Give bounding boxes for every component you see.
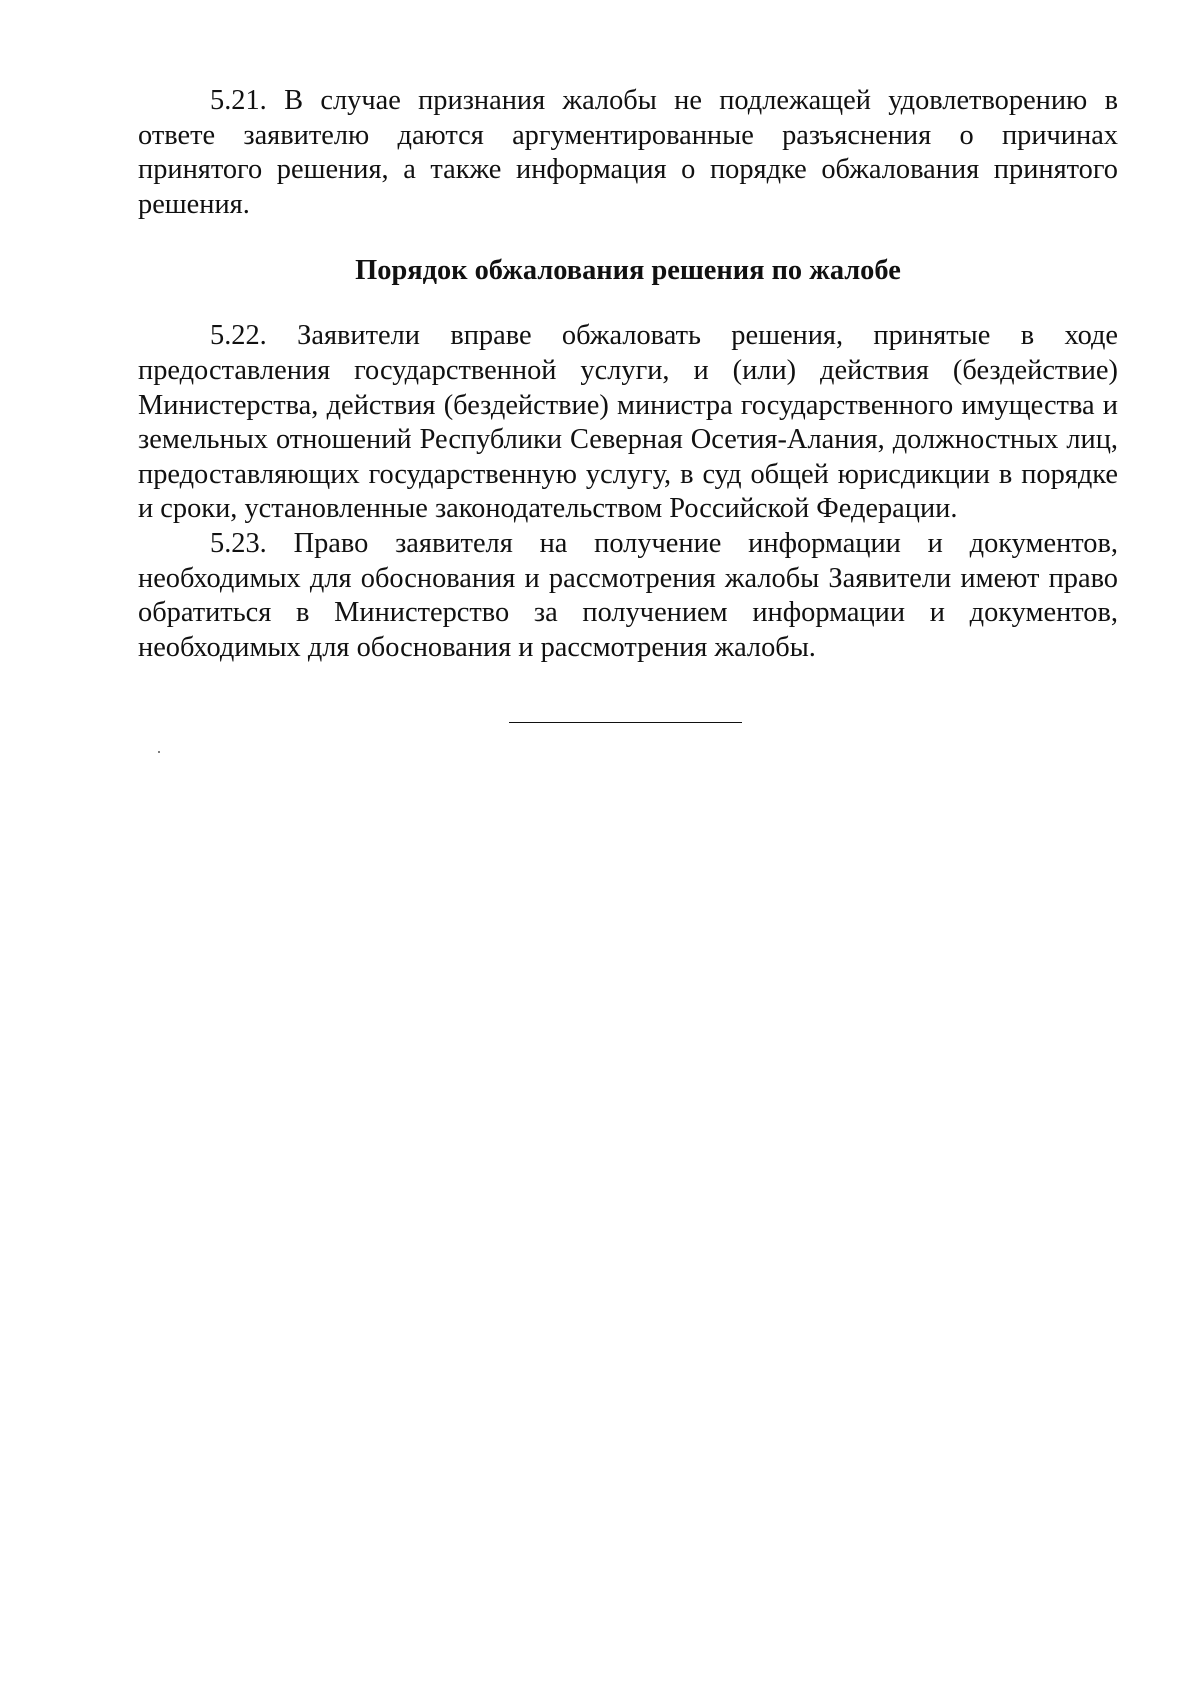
paragraph-5-23: 5.23. Право заявителя на получение информации и документов, необходимых для обоснования и рассмотрения жалобы Заявители имеют право обратиться в Министерство за получением информации и документов, необходимых для обоснования и рассмотрения жалобы. [138, 527, 1118, 663]
paragraph-5-21: 5.21. В случае признания жалобы не подлежащей удовлетворению в ответе заявителю даются аргументированные разъяснения о причинах принятого решения, а также информация о порядке обжалования принятого решения. [138, 85, 1118, 220]
scan-speck [158, 751, 160, 753]
end-divider-line [509, 722, 742, 723]
document-body [138, 84, 1118, 665]
paragraph-5-22: 5.22. Заявители вправе обжаловать решения, принятые в ходе предоставления государственной услуги, и (или) действия (бездействие) Министерства, действия (бездействие) министра государственного имущества и земельных отношений Республики Северная Осетия-Алания, должностных лиц, предоставляющих государственную услугу, в суд общей юрисдикции в порядке и сроки, установленные законодательством Российской Федерации. [138, 320, 1118, 525]
section-heading: Порядок обжалования решения по жалобе [355, 255, 901, 287]
